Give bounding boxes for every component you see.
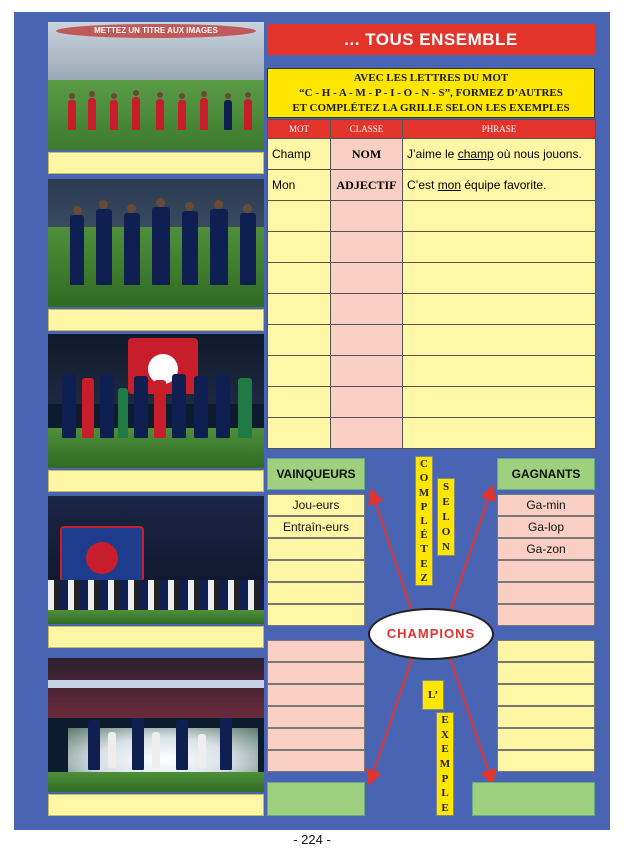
vertical-completez: C O M P L É T E Z xyxy=(415,456,433,586)
left-blank[interactable] xyxy=(267,604,365,626)
header-phrase: PHRASE xyxy=(403,120,596,139)
page-frame xyxy=(14,12,610,830)
right-blank[interactable] xyxy=(497,582,595,604)
right-lower-blank[interactable] xyxy=(497,750,595,772)
right-lower-blank[interactable] xyxy=(497,662,595,684)
right-blank[interactable] xyxy=(497,560,595,582)
key-word: champ xyxy=(457,147,494,161)
instructions-line-3: ET COMPLÉTEZ LA GRILLE SELON LES EXEMPLES xyxy=(292,102,570,114)
left-lower-blank[interactable] xyxy=(267,728,365,750)
image-title-prompt: METTEZ UN TITRE AUX IMAGES xyxy=(56,24,256,38)
vertical-l: L’ xyxy=(422,680,444,710)
instructions-line-1: AVEC LES LETTRES DU MOT xyxy=(353,72,509,84)
right-bottom-label[interactable] xyxy=(472,782,595,816)
right-word-2: Ga-lop xyxy=(497,516,595,538)
classe-cell: ADJECTIF xyxy=(331,170,403,201)
right-lower-blank[interactable] xyxy=(497,728,595,750)
arrow-bottom-right xyxy=(450,658,492,782)
arrow-bottom-left xyxy=(370,658,412,782)
champions-ellipse: CHAMPIONS xyxy=(368,608,494,660)
left-blank[interactable] xyxy=(267,560,365,582)
left-word-2: Entraîn-eurs xyxy=(267,516,365,538)
left-lower-blank[interactable] xyxy=(267,684,365,706)
phrase-cell: C’est mon équipe favorite. xyxy=(403,170,596,201)
mot-cell: Mon xyxy=(268,170,331,201)
page-number: - 224 - xyxy=(293,832,331,847)
vertical-selon: S E L O N xyxy=(437,478,455,556)
arrow-to-gagnants xyxy=(450,488,492,612)
classe-cell: NOM xyxy=(331,139,403,170)
left-blank[interactable] xyxy=(267,582,365,604)
vainqueurs-label: VAINQUEURS xyxy=(267,458,365,490)
left-lower-blank[interactable] xyxy=(267,706,365,728)
right-lower-blank[interactable] xyxy=(497,640,595,662)
right-lower-blank[interactable] xyxy=(497,706,595,728)
instructions-line-2: “C - H - A - M - P - I - O - N - S”, FORMEZ D’AUTRES xyxy=(299,87,563,99)
mot-cell: Champ xyxy=(268,139,331,170)
gagnants-label: GAGNANTS xyxy=(497,458,595,490)
arrow-to-vainqueurs xyxy=(372,492,412,612)
phrase-cell: J’aime le champ où nous jouons. xyxy=(403,139,596,170)
right-lower-blank[interactable] xyxy=(497,684,595,706)
left-lower-blank[interactable] xyxy=(267,640,365,662)
right-blank[interactable] xyxy=(497,604,595,626)
left-lower-blank[interactable] xyxy=(267,750,365,772)
left-bottom-label[interactable] xyxy=(267,782,365,816)
header-classe: CLASSE xyxy=(331,120,403,139)
left-blank[interactable] xyxy=(267,538,365,560)
right-word-3: Ga-zon xyxy=(497,538,595,560)
page-title: ... TOUS ENSEMBLE xyxy=(267,24,595,55)
key-word: mon xyxy=(437,178,462,192)
vertical-exemple: E X E M P L E xyxy=(436,712,454,816)
left-lower-blank[interactable] xyxy=(267,662,365,684)
header-mot: MOT xyxy=(268,120,331,139)
right-word-1: Ga-min xyxy=(497,494,595,516)
left-word-1: Jou-eurs xyxy=(267,494,365,516)
